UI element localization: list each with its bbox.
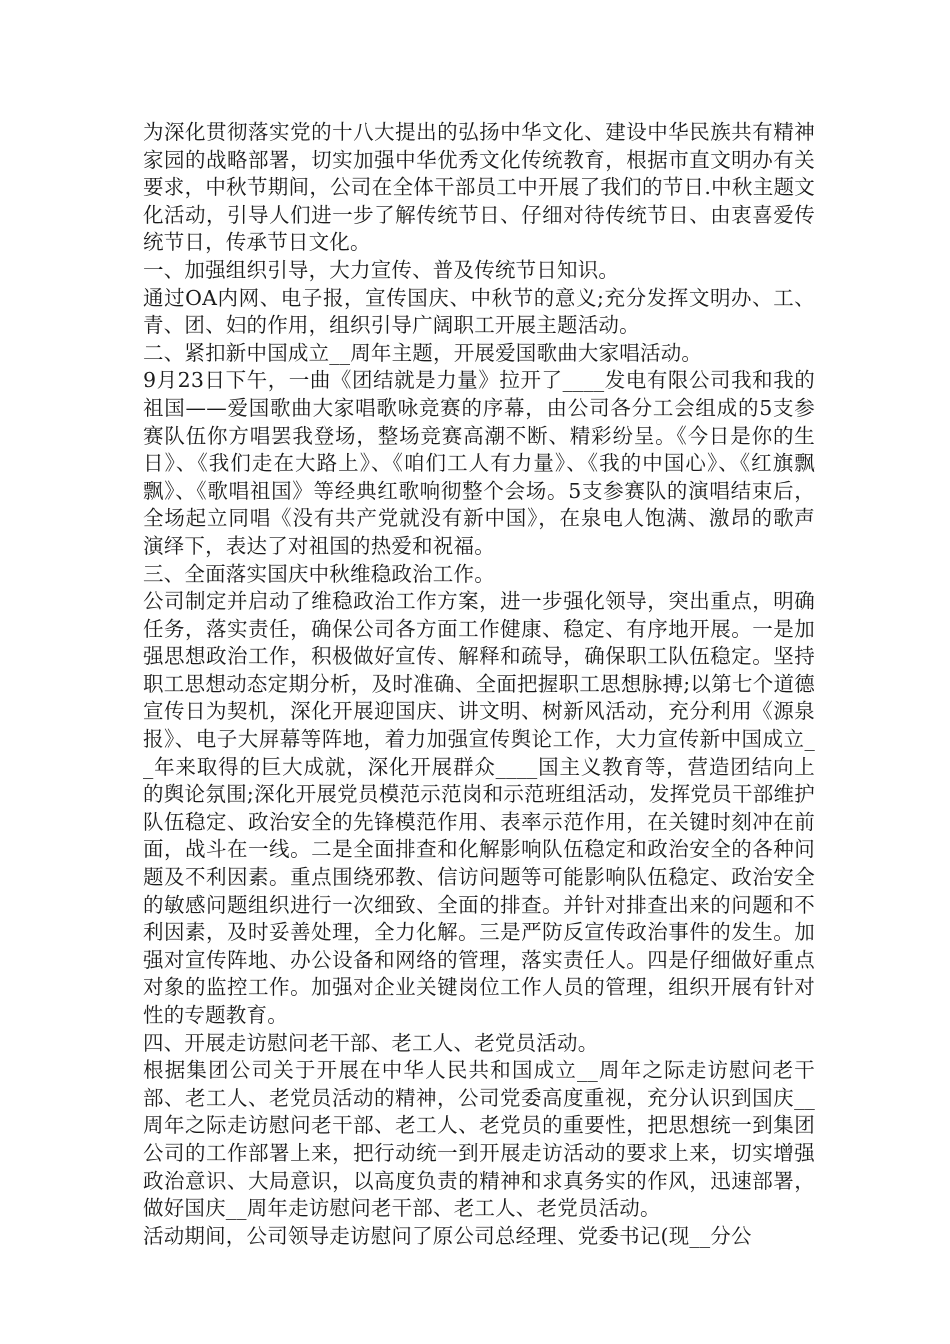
section-paragraph-2: 9月23日下午，一曲《团结就是力量》拉开了____发电有限公司我和我的祖国——爱国歌曲大家唱歌咏竞赛的序幕，由公司各分工会组成的5支参赛队伍你方唱罢我登场，整场竞赛高潮不断、精彩纷呈。《今日是你的生日》、《我们走在大路上》、《咱们工人有力量》、《我的中国心》、《红旗飘飘》、《歌唱祖国》等经典红歌响彻整个会场。5支参赛队的演唱结束后，全场起立同唱《没有共产党就没有新中国》，在泉电人饱满、激昂的歌声演绎下，表达了对祖国的热爱和祝福。 (143, 368, 815, 558)
section-paragraph-5: 活动期间，公司领导走访慰问了原公司总经理、党委书记(现__分公 (143, 1223, 752, 1248)
document-body (143, 119, 815, 1250)
section-heading-2: 二、紧扣新中国成立__周年主题，开展爱国歌曲大家唱活动。 (143, 340, 703, 365)
section-paragraph-4: 根据集团公司关于开展在中华人民共和国成立__周年之际走访慰问老干部、老工人、老党员活动的精神，公司党委高度重视，充分认识到国庆__周年之际走访慰问老干部、老工人、老党员的重要性，把思想统一到集团公司的工作部署上来，把行动统一到开展走访活动的要求上来，切实增强政治意识、大局意识，以高度负责的精神和求真务实的作风，迅速部署，做好国庆__周年走访慰问老干部、老工人、老党员活动。 (143, 1058, 815, 1221)
section-heading-1: 一、加强组织引导，大力宣传、普及传统节日知识。 (143, 257, 620, 282)
section-paragraph-3: 公司制定并启动了维稳政治工作方案，进一步强化领导，突出重点，明确任务，落实责任，确保公司各方面工作健康、稳定、有序地开展。一是加强思想政治工作，积极做好宣传、解释和疏导，确保职工队伍稳定。坚持职工思想动态定期分析，及时准确、全面把握职工思想脉搏;以第七个道德宣传日为契机，深化开展迎国庆、讲文明、树新风活动，充分利用《源泉报》、电子大屏幕等阵地，着力加强宣传舆论工作，大力宣传新中国成立__年来取得的巨大成就，深化开展群众____国主义教育等，营造团结向上的舆论氛围;深化开展党员模范示范岗和示范班组活动，发挥党员干部维护队伍稳定、政治安全的先锋模范作用、表率示范作用，在关键时刻冲在前面，战斗在一线。二是全面排查和化解影响队伍稳定和政治安全的各种问题及不利因素。重点围绕邪教、信访问题等可能影响队伍稳定、政治安全的敏感问题组织进行一次细致、全面的排查。并针对排查出来的问题和不利因素，及时妥善处理，全力化解。三是严防反宣传政治事件的发生。加强对宣传阵地、办公设备和网络的管理，落实责任人。四是仔细做好重点对象的监控工作。加强对企业关键岗位工作人员的管理，组织开展有针对性的专题教育。 (143, 589, 815, 1027)
intro-paragraph: 为深化贯彻落实党的十八大提出的弘扬中华文化、建设中华民族共有精神家园的战略部署，切实加强中华优秀文化传统教育，根据市直文明办有关要求，中秋节期间，公司在全体干部员工中开展了我们的节日.中秋主题文化活动，引导人们进一步了解传统节日、仔细对待传统节日、由衷喜爱传统节日，传承节日文化。 (143, 120, 815, 255)
section-heading-3: 三、全面落实国庆中秋维稳政治工作。 (143, 561, 495, 586)
section-paragraph-1: 通过OA内网、电子报，宣传国庆、中秋节的意义;充分发挥文明办、工、青、团、妇的作用，组织引导广阔职工开展主题活动。 (143, 285, 815, 338)
section-heading-4: 四、开展走访慰问老干部、老工人、老党员活动。 (143, 1030, 599, 1055)
